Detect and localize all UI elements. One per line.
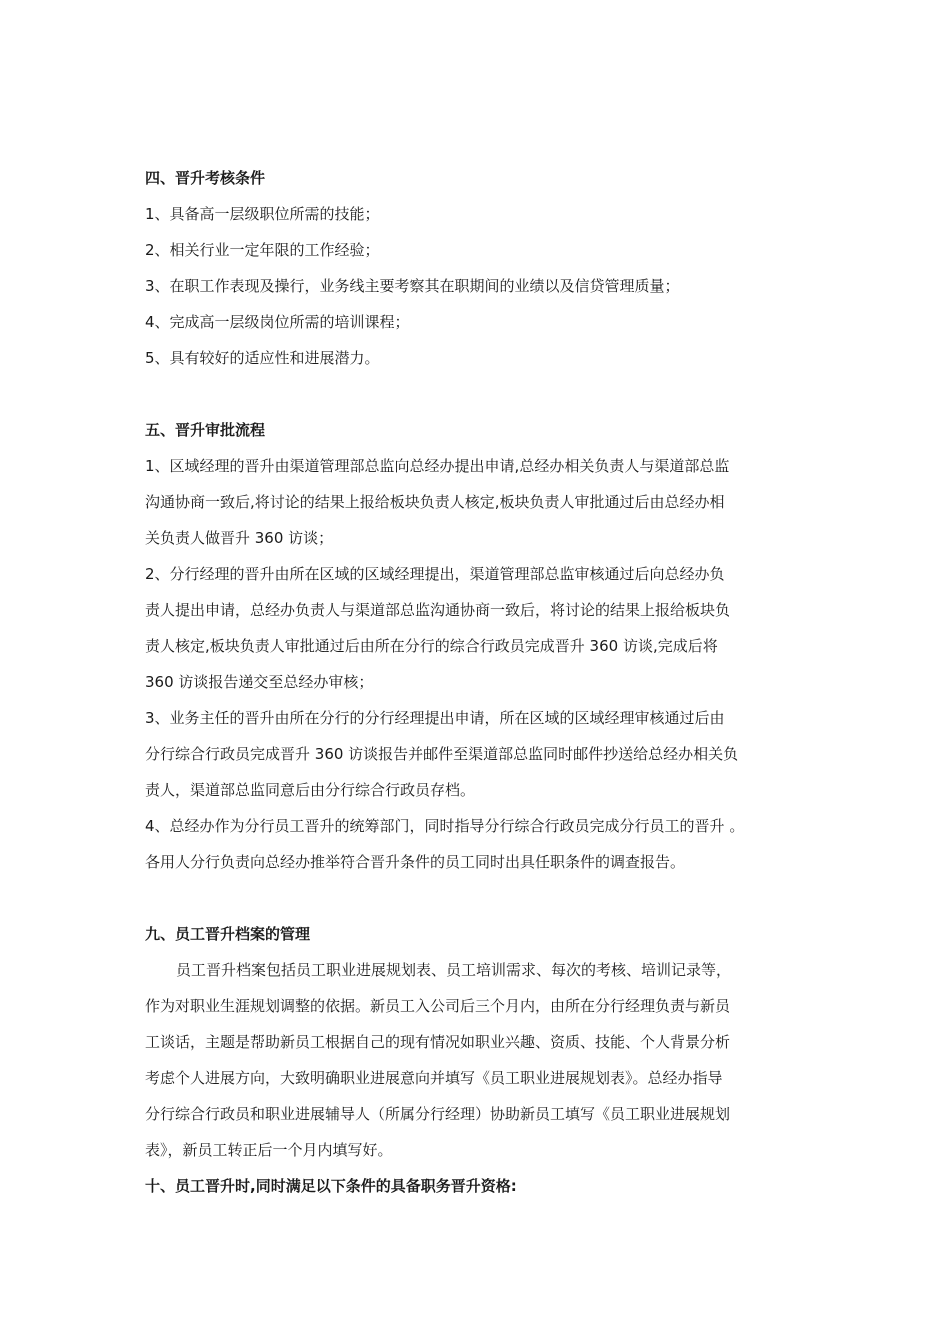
section-9-line: 工谈话，主题是帮助新员工根据自己的现有情况如职业兴趣、资质、技能、个人背景分析	[145, 1033, 731, 1051]
section-spacer	[145, 376, 810, 412]
section-4-item: 4、完成高一层级岗位所需的培训课程；	[145, 313, 410, 331]
section-4-heading: 四、晋升考核条件	[145, 169, 266, 187]
section-5-line: 各用人分行负责向总经办推举符合晋升条件的员工同时出具任职条件的调查报告。	[145, 853, 686, 871]
section-9-line: 分行综合行政员和职业进展辅导人（所属分行经理）协助新员工填写《员工职业进展规划	[145, 1105, 731, 1123]
section-9-line: 员工晋升档案包括员工职业进展规划表、员工培训需求、每次的考核、培训记录等，	[176, 961, 732, 979]
section-5-line: 4、总经办作为分行员工晋升的统筹部门，同时指导分行综合行政员完成分行员工的晋升 。	[145, 817, 745, 835]
document-page	[145, 160, 810, 1204]
section-10-heading: 十、员工晋升时,同时满足以下条件的具备职务晋升资格:	[145, 1177, 517, 1195]
section-9-line: 作为对职业生涯规划调整的依据。新员工入公司后三个月内，由所在分行经理负责与新员	[145, 997, 731, 1015]
section-5-line: 3、业务主任的晋升由所在分行的分行经理提出申请，所在区域的区域经理审核通过后由	[145, 709, 725, 727]
section-spacer	[145, 880, 810, 916]
section-5-line: 1、区域经理的晋升由渠道管理部总监向总经办提出申请,总经办相关负责人与渠道部总监	[145, 457, 730, 475]
section-4-item: 2、相关行业一定年限的工作经验；	[145, 241, 380, 259]
section-5-line: 责人提出申请，总经办负责人与渠道部总监沟通协商一致后，将讨论的结果上报给板块负	[145, 601, 731, 619]
section-5-line: 沟通协商一致后,将讨论的结果上报给板块负责人核定,板块负责人审批通过后由总经办相	[145, 493, 725, 511]
section-5-line: 责人，渠道部总监同意后由分行综合行政员存档。	[145, 781, 476, 799]
section-5-line: 分行综合行政员完成晋升 360 访谈报告并邮件至渠道部总监同时邮件抄送给总经办相关负	[145, 745, 739, 763]
section-9-heading: 九、员工晋升档案的管理	[145, 925, 311, 943]
section-4-item: 5、具有较好的适应性和进展潜力。	[145, 349, 380, 367]
section-4-item: 1、具备高一层级职位所需的技能；	[145, 205, 380, 223]
section-5-line: 360 访谈报告递交至总经办审核；	[145, 673, 374, 691]
section-5-line: 关负责人做晋升 360 访谈；	[145, 529, 334, 547]
section-9-line: 考虑个人进展方向，大致明确职业进展意向并填写《员工职业进展规划表》。总经办指导	[145, 1069, 723, 1087]
section-5-line: 责人核定,板块负责人审批通过后由所在分行的综合行政员完成晋升 360 访谈,完成后将	[145, 637, 718, 655]
section-5-line: 2、分行经理的晋升由所在区域的区域经理提出，渠道管理部总监审核通过后向总经办负	[145, 565, 725, 583]
section-4-item: 3、在职工作表现及操行，业务线主要考察其在职期间的业绩以及信贷管理质量；	[145, 277, 680, 295]
section-9-line: 表》，新员工转正后一个月内填写好。	[145, 1141, 393, 1159]
section-5-heading: 五、晋升审批流程	[145, 421, 266, 439]
